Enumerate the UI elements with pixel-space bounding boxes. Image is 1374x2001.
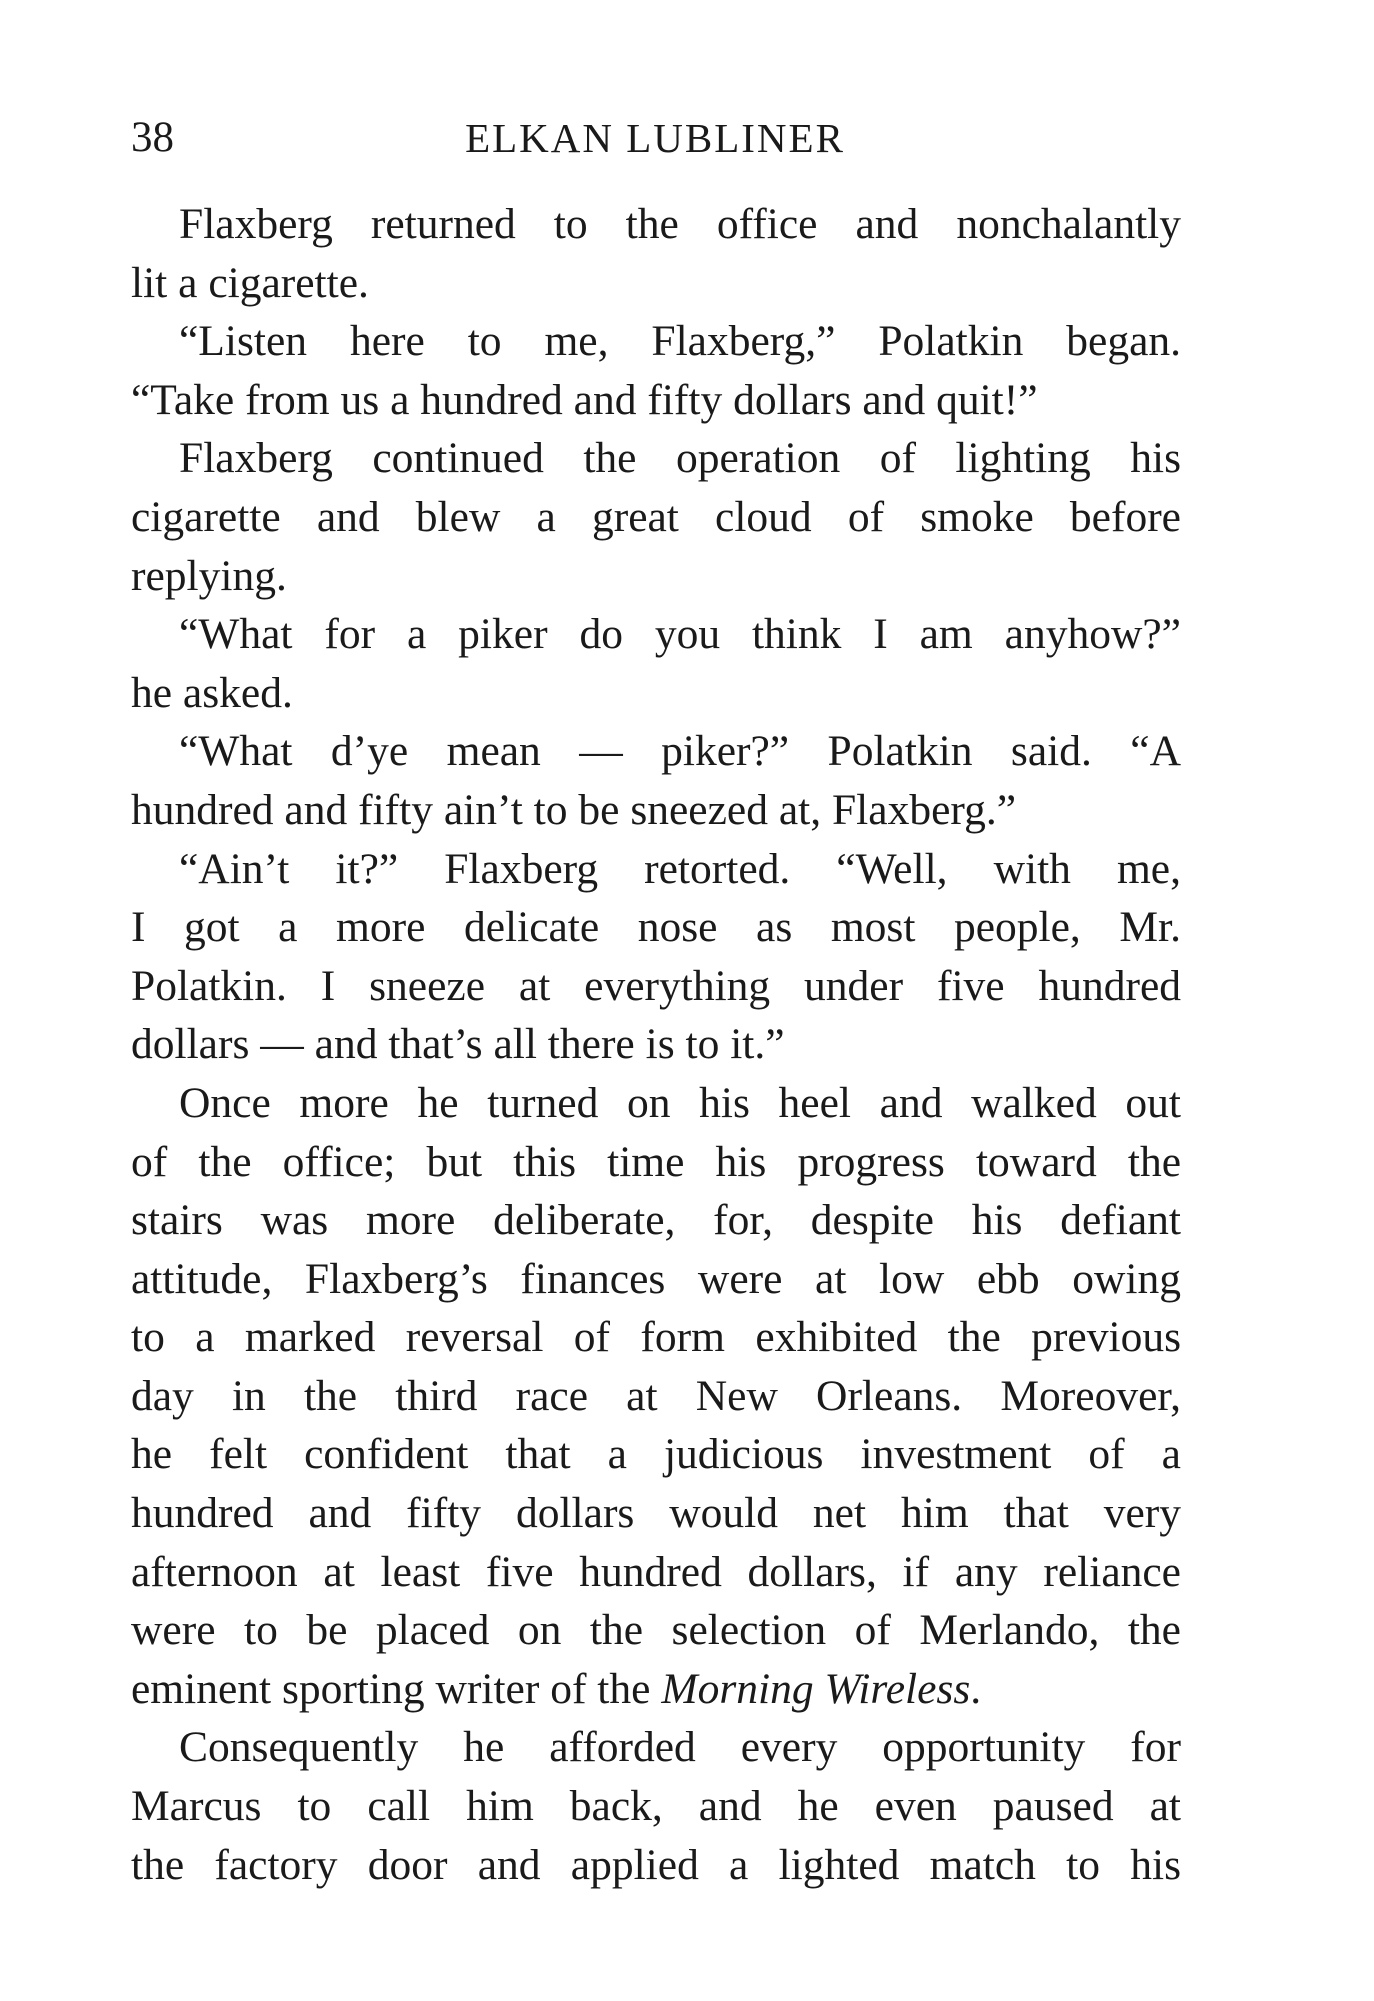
text-line: Flaxberg continued the operation of lighting his xyxy=(179,434,1181,483)
text-line: the factory door and applied a lighted match to his xyxy=(131,1840,1181,1889)
paragraph xyxy=(131,605,1181,722)
text-line: were to be placed on the selection of Merlando, the xyxy=(131,1606,1181,1655)
text-line: replying. xyxy=(131,551,287,600)
text-line: “What d’ye mean — piker?” Polatkin said. “A xyxy=(179,727,1181,776)
text-line: attitude, Flaxberg’s finances were at low ebb owing xyxy=(131,1254,1181,1303)
text-line: he felt confident that a judicious investment of a xyxy=(131,1430,1181,1479)
text-line: hundred and fifty dollars would net him that very xyxy=(131,1489,1181,1538)
text-line: “What for a piker do you think I am anyhow?” xyxy=(179,610,1181,659)
text-line: Once more he turned on his heel and walked out xyxy=(179,1078,1181,1127)
text-line: afternoon at least five hundred dollars, if any reliance xyxy=(131,1547,1181,1596)
text-line: Marcus to call him back, and he even paused at xyxy=(131,1782,1181,1831)
body-text xyxy=(131,195,1181,1894)
text-line: of the office; but this time his progress toward the xyxy=(131,1137,1181,1186)
text-line: lit a cigarette. xyxy=(131,258,369,307)
text-line: I got a more delicate nose as most people, Mr. xyxy=(131,903,1181,952)
text-line: “Listen here to me, Flaxberg,” Polatkin began. xyxy=(179,317,1181,366)
text-line: day in the third race at New Orleans. Moreover, xyxy=(131,1371,1181,1420)
page-number: 38 xyxy=(131,114,174,161)
newspaper-title: Morning Wireless xyxy=(661,1664,971,1713)
paragraph xyxy=(131,312,1181,429)
paragraph xyxy=(131,429,1181,605)
text-line: Consequently he afforded every opportunity for xyxy=(179,1723,1181,1772)
text-line: hundred and fifty ain’t to be sneezed at, Flaxberg.” xyxy=(131,785,1017,834)
paragraph xyxy=(131,1718,1181,1894)
paragraph xyxy=(131,1074,1181,1719)
text-line: Flaxberg returned to the office and nonchalantly xyxy=(179,200,1181,248)
paragraph xyxy=(131,722,1181,839)
text-line: stairs was more deliberate, for, despite his defiant xyxy=(131,1196,1181,1245)
text-line: he asked. xyxy=(131,668,293,717)
paragraph xyxy=(131,840,1181,1074)
text-line-with-italic xyxy=(131,1660,1181,1719)
text-line: dollars — and that’s all there is to it.” xyxy=(131,1020,785,1069)
text-line: to a marked reversal of form exhibited the previous xyxy=(131,1313,1181,1362)
page-header xyxy=(131,108,1179,168)
text-line: “Ain’t it?” Flaxberg retorted. “Well, with me, xyxy=(179,844,1181,893)
text-fragment: eminent sporting writer of the xyxy=(131,1664,662,1713)
text-line: Polatkin. I sneeze at everything under five hundred xyxy=(131,961,1181,1010)
text-line: “Take from us a hundred and fifty dollars and quit!” xyxy=(131,375,1038,424)
paragraph xyxy=(131,195,1181,312)
running-head: ELKAN LUBLINER xyxy=(465,115,845,161)
text-line: cigarette and blew a great cloud of smoke before xyxy=(131,492,1181,541)
text-fragment: . xyxy=(970,1664,982,1713)
